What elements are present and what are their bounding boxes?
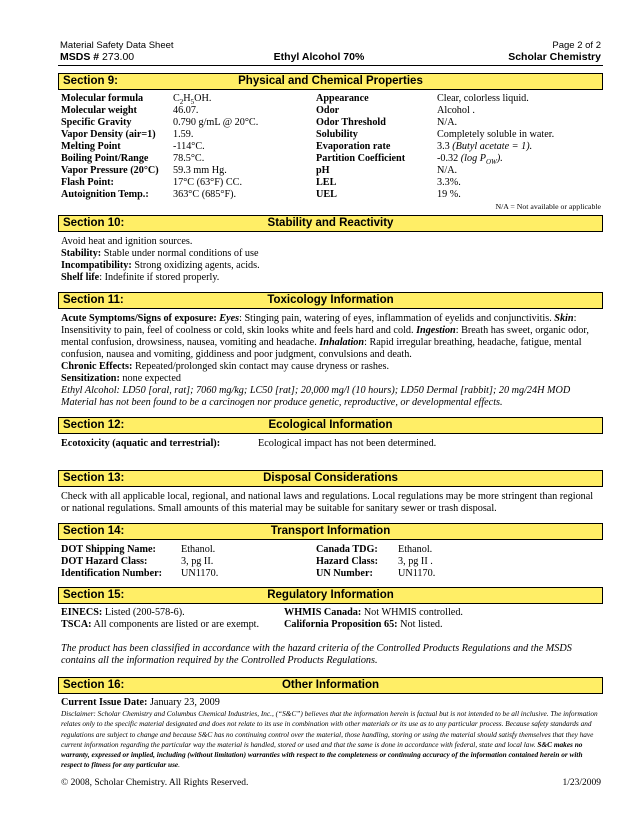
section-number: Section 9:	[63, 75, 118, 87]
property-row	[61, 153, 311, 165]
section-9-header	[58, 73, 603, 90]
transport-value: Ethanol.	[181, 544, 216, 555]
property-value: $C_2H_5OH$.	[173, 93, 212, 107]
issue-date-value: January 23, 2009	[147, 697, 220, 708]
eyes-text: : Stinging pain, watering of eyes, inflammation of eyelids and conjunctivitis.	[239, 313, 552, 324]
inhalation-label: Inhalation	[319, 337, 365, 348]
transport-value: Ethanol.	[398, 544, 433, 555]
disposal-text: Check with all applicable local, regional, and national laws and regulations. Local regulations may be more stringent than regional or national regulations. Small amounts of this material may be suitable for sanitary sewer or trash disposal.	[61, 491, 594, 514]
section-title: Transport Information	[270, 525, 391, 537]
stability-text	[61, 236, 601, 284]
ecotoxicity-value: Ecological impact has not been determined.	[258, 438, 437, 449]
transport-row	[316, 568, 556, 580]
properties-left-column	[61, 93, 311, 201]
property-label: Autoignition Temp.:	[61, 189, 149, 200]
einecs-line	[61, 607, 185, 619]
section-title: Ecological Information	[268, 419, 393, 431]
section-number: Section 11:	[63, 294, 124, 306]
transport-row	[61, 544, 301, 556]
section-number: Section 14:	[63, 525, 125, 537]
product-name: Ethyl Alcohol 70%	[273, 51, 365, 63]
transport-right-column	[316, 544, 556, 580]
skin-label: Skin	[554, 313, 574, 324]
property-row	[316, 117, 606, 129]
section-11-header	[58, 292, 603, 309]
sensitization-label: Sensitization:	[61, 373, 120, 384]
chronic-text: Repeated/prolonged skin contact may cause dryness or rashes.	[132, 361, 389, 372]
property-label: Vapor Pressure (20°C)	[61, 165, 159, 176]
section-title: Physical and Chemical Properties	[238, 75, 423, 87]
property-value: N/A.	[437, 165, 458, 176]
incompatibility-line	[61, 260, 601, 272]
einecs-label: EINECS:	[61, 607, 103, 618]
einecs-value: Listed (200-578-6).	[102, 607, 185, 618]
properties-right-column	[316, 93, 606, 201]
chronic-effects	[61, 361, 606, 373]
carcinogen-statement: Material has not been found to be a carcinogen nor produce genetic, reproductive, or developmental effects.	[61, 397, 503, 408]
property-row	[61, 129, 311, 141]
avoid-line: Avoid heat and ignition sources.	[61, 236, 193, 247]
property-label: Partition Coefficient	[316, 153, 406, 164]
transport-value: UN1170.	[398, 568, 436, 579]
tsca-value: All components are listed or are exempt.	[91, 619, 260, 630]
transport-label: Hazard Class:	[316, 556, 378, 567]
tsca-label: TSCA:	[61, 619, 92, 630]
transport-value: 3, pg II.	[181, 556, 214, 567]
property-value: 78.5°C.	[173, 153, 205, 164]
property-label: Odor	[316, 105, 340, 116]
property-value: -0.32 (log $P_{OW}$).	[437, 153, 503, 167]
property-row	[316, 189, 606, 201]
property-row	[316, 177, 606, 189]
issue-date-label: Current Issue Date:	[61, 697, 148, 708]
section-15-header	[58, 587, 603, 604]
section-title: Other Information	[281, 679, 380, 691]
section-number: Section 12:	[63, 419, 125, 431]
property-label: Odor Threshold	[316, 117, 386, 128]
section-13-header	[58, 470, 603, 487]
stability-line	[61, 248, 601, 260]
property-row	[316, 141, 606, 153]
section-12-header	[58, 417, 603, 434]
property-label: UEL	[316, 189, 337, 200]
property-label: Solubility	[316, 129, 358, 140]
section-14-header	[58, 523, 603, 540]
prop65-label: California Proposition 65:	[284, 619, 398, 630]
shelf-life-line	[61, 272, 601, 284]
property-label: Melting Point	[61, 141, 121, 152]
property-value: 3.3%.	[437, 177, 461, 188]
property-value: 0.790 g/mL @ 20°C.	[173, 117, 259, 128]
section-title: Disposal Considerations	[263, 472, 398, 484]
property-label: Molecular formula	[61, 93, 144, 104]
property-row	[316, 93, 606, 105]
copyright: © 2008, Scholar Chemistry. All Rights Reserved.	[61, 778, 249, 788]
property-row	[61, 93, 311, 105]
property-row	[61, 189, 311, 201]
property-label: LEL	[316, 177, 337, 188]
whmis-line	[284, 607, 463, 619]
transport-left-column	[61, 544, 301, 580]
classification-statement: The product has been classified in accordance with the hazard criteria of the Controlled Products Regulations and the MSDS contains all the information required by the Controlled Products Regulations.	[61, 643, 572, 666]
property-value: Alcohol .	[437, 105, 475, 116]
ingestion-label: Ingestion	[416, 325, 456, 336]
property-row	[61, 165, 311, 177]
tsca-line	[61, 619, 259, 631]
transport-value: UN1170.	[181, 568, 219, 579]
toxicity-data: Ethyl Alcohol: LD50 [oral, rat]; 7060 mg/kg; LC50 [rat]; 20,000 mg/l (10 hours); LD50 Dermal [rabbit]; 20 mg/24H MOD	[61, 385, 571, 396]
property-row	[316, 153, 606, 165]
acute-symptoms	[61, 313, 606, 361]
na-note: N/A = Not available or applicable	[495, 202, 601, 211]
disclaimer-end: .	[178, 760, 180, 770]
transport-row	[61, 556, 301, 568]
footer-date: 1/23/2009	[562, 778, 601, 788]
property-label: Appearance	[316, 93, 369, 104]
company-name: Scholar Chemistry	[508, 51, 601, 63]
property-value: -114°C.	[173, 141, 205, 152]
property-label: Molecular weight	[61, 105, 137, 116]
stability-label: Stability:	[61, 248, 102, 259]
property-value: 46.07.	[173, 105, 199, 116]
transport-label: DOT Shipping Name:	[61, 544, 156, 555]
section-10-header	[58, 215, 603, 232]
inhalation-text: : Rapid irregular breathing, headache, fatigue, mental confusion, nausea and vomiting, giddiness and poor judgment, convulsions and death.	[61, 337, 582, 360]
section-title: Stability and Reactivity	[267, 217, 394, 229]
section-title: Toxicology Information	[267, 294, 394, 306]
disclaimer-text: Disclaimer: Scholar Chemistry and Columbus Chemical Industries, Inc., (“S&C”) believes that the information herein is factual but is not intended to be all inclusive. The information relates only to the specific material designated and does not relate to its use in combination with other materials or its use as to any particular process. Because safety standards and regulations are subject to change and because S&C has no continuing control over the material, those handling, storing or using the material should satisfy themselves that they have current information regarding the particular way the material is handled, stored or used and that the same is done in accordance with federal, state and local law.	[61, 709, 598, 749]
property-row	[61, 105, 311, 117]
property-label: Vapor Density (air=1)	[61, 129, 156, 140]
property-label: Evaporation rate	[316, 141, 391, 152]
prop65-line	[284, 619, 443, 631]
ecotoxicity-label: Ecotoxicity (aquatic and terrestrial):	[61, 438, 221, 449]
shelf-life-value: : Indefinite if stored properly.	[99, 272, 220, 283]
property-row	[61, 141, 311, 153]
msds-number: 273.00	[102, 51, 135, 63]
incompatibility-value: Strong oxidizing agents, acids.	[131, 260, 260, 271]
property-value: 59.3 mm Hg.	[173, 165, 227, 176]
section-number: Section 13:	[63, 472, 125, 484]
property-label: Boiling Point/Range	[61, 153, 149, 164]
transport-label: UN Number:	[316, 568, 373, 579]
transport-row	[61, 568, 301, 580]
property-value: 3.3 (Butyl acetate = 1).	[437, 141, 533, 152]
section-16-header	[58, 677, 603, 694]
skin-text: : Insensitivity to pain, feel of coolness or cold, skin looks white and feels hard and cold.	[61, 313, 577, 336]
whmis-label: WHMIS Canada:	[284, 607, 362, 618]
transport-row	[316, 556, 556, 568]
header-rule	[58, 65, 603, 66]
chronic-label: Chronic Effects:	[61, 361, 133, 372]
eyes-label: Eyes	[219, 313, 240, 324]
property-row	[316, 105, 606, 117]
property-row	[316, 129, 606, 141]
property-value: Clear, colorless liquid.	[437, 93, 529, 104]
section-number: Section 10:	[63, 217, 125, 229]
transport-row	[316, 544, 556, 556]
page-number: Page 2 of 2	[552, 40, 601, 51]
property-label: Specific Gravity	[61, 117, 132, 128]
section-number: Section 15:	[63, 589, 125, 601]
transport-label: DOT Hazard Class:	[61, 556, 148, 567]
whmis-value: Not WHMIS controlled.	[361, 607, 463, 618]
property-value: 17°C (63°F) CC.	[173, 177, 242, 188]
stability-value: Stable under normal conditions of use	[101, 248, 259, 259]
disclaimer-warranty: S&C makes no warranty, expressed or implied, including (without limitation) warranties with respect to the completeness or continuing accuracy of the information contained herein or with respect to fitness for any particular use	[61, 739, 583, 770]
incompatibility-label: Incompatibility:	[61, 260, 132, 271]
ingestion-text: : Breath has sweet, organic odor, mental confusion, drowsiness, nausea, vomiting and headache.	[61, 325, 589, 348]
property-row	[316, 165, 606, 177]
prop65-value: Not listed.	[397, 619, 443, 630]
transport-label: Identification Number:	[61, 568, 163, 579]
property-value: 363°C (685°F).	[173, 189, 237, 200]
sensitization-text: none expected	[119, 373, 181, 384]
property-value: 19 %.	[437, 189, 461, 200]
section-title: Regulatory Information	[267, 589, 394, 601]
property-value: Completely soluble in water.	[437, 129, 555, 140]
acute-label: Acute Symptoms/Signs of exposure:	[61, 313, 217, 324]
transport-label: Canada TDG:	[316, 544, 378, 555]
toxicology-text	[61, 313, 606, 409]
msds-label: MSDS #	[60, 51, 100, 63]
doc-type: Material Safety Data Sheet	[60, 40, 174, 51]
property-label: Flash Point:	[61, 177, 114, 188]
transport-value: 3, pg II .	[398, 556, 433, 567]
property-value: N/A.	[437, 117, 458, 128]
section-number: Section 16:	[63, 679, 125, 691]
property-row	[61, 177, 311, 189]
disclaimer	[61, 709, 603, 771]
issue-date-line	[61, 697, 220, 709]
shelf-life-label: Shelf life	[61, 272, 100, 283]
property-value: 1.59.	[173, 129, 194, 140]
property-label: pH	[316, 165, 330, 176]
sensitization	[61, 373, 606, 385]
property-row	[61, 117, 311, 129]
